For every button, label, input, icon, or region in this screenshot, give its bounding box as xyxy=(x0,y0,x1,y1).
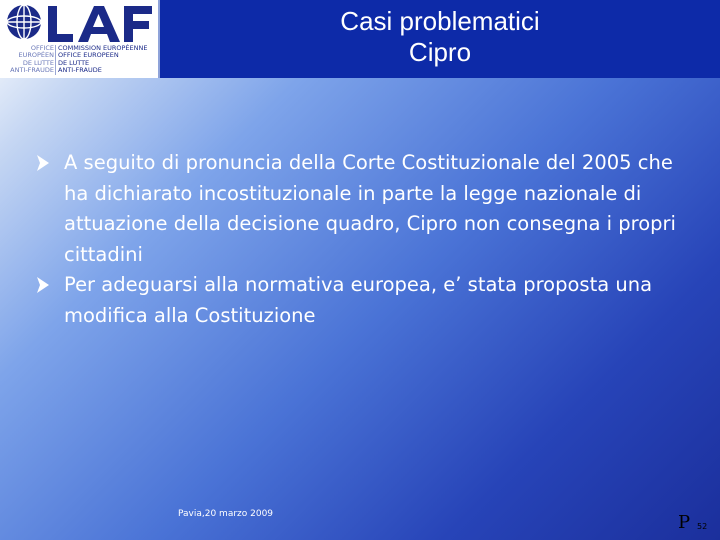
header-bar xyxy=(0,0,720,78)
arrow-bullet-icon xyxy=(36,275,50,295)
logo-text-left xyxy=(6,45,54,75)
logo-right-line: DE LUTTE xyxy=(58,58,90,67)
bullet-text: A seguito di pronuncia della Corte Costituzionale del 2005 che ha dichiarato incostituzionale in parte la legge nazionale di attuazione della decisione quadro, Cipro non consegna i propri cittadini xyxy=(64,151,676,266)
logo-text-right xyxy=(58,45,158,75)
olaf-wordmark-icon xyxy=(4,0,156,44)
page-number: 52 xyxy=(697,522,708,531)
logo-left-line: ANTI-FRAUDE xyxy=(10,66,54,75)
footer-date: Pavia,20 marzo 2009 xyxy=(178,509,274,519)
logo-right-line: ANTI-FRAUDE xyxy=(58,66,102,75)
bullet-item xyxy=(36,148,696,270)
olaf-logo xyxy=(0,0,160,78)
title-line-1: Casi problematici xyxy=(340,6,540,36)
title-line-2: Cipro xyxy=(408,37,472,67)
logo-right-line: COMMISSION EUROPÉENNE xyxy=(58,44,148,52)
logo-right-line: OFFICE EUROPEEN xyxy=(58,51,119,60)
bullet-item xyxy=(36,270,696,331)
page-letter: P xyxy=(678,512,691,533)
arrow-bullet-icon xyxy=(36,153,50,173)
logo-divider xyxy=(55,45,56,75)
logo-left-line: OFFICE xyxy=(30,44,54,52)
slide-title xyxy=(160,6,720,68)
bullet-text: Per adeguarsi alla normativa europea, e’ stata proposta una modifica alla Costituzione xyxy=(64,273,653,327)
bullet-list xyxy=(36,148,696,331)
logo-left-line: EUROPÉEN xyxy=(18,51,54,60)
logo-left-line: DE LUTTE xyxy=(22,58,54,67)
